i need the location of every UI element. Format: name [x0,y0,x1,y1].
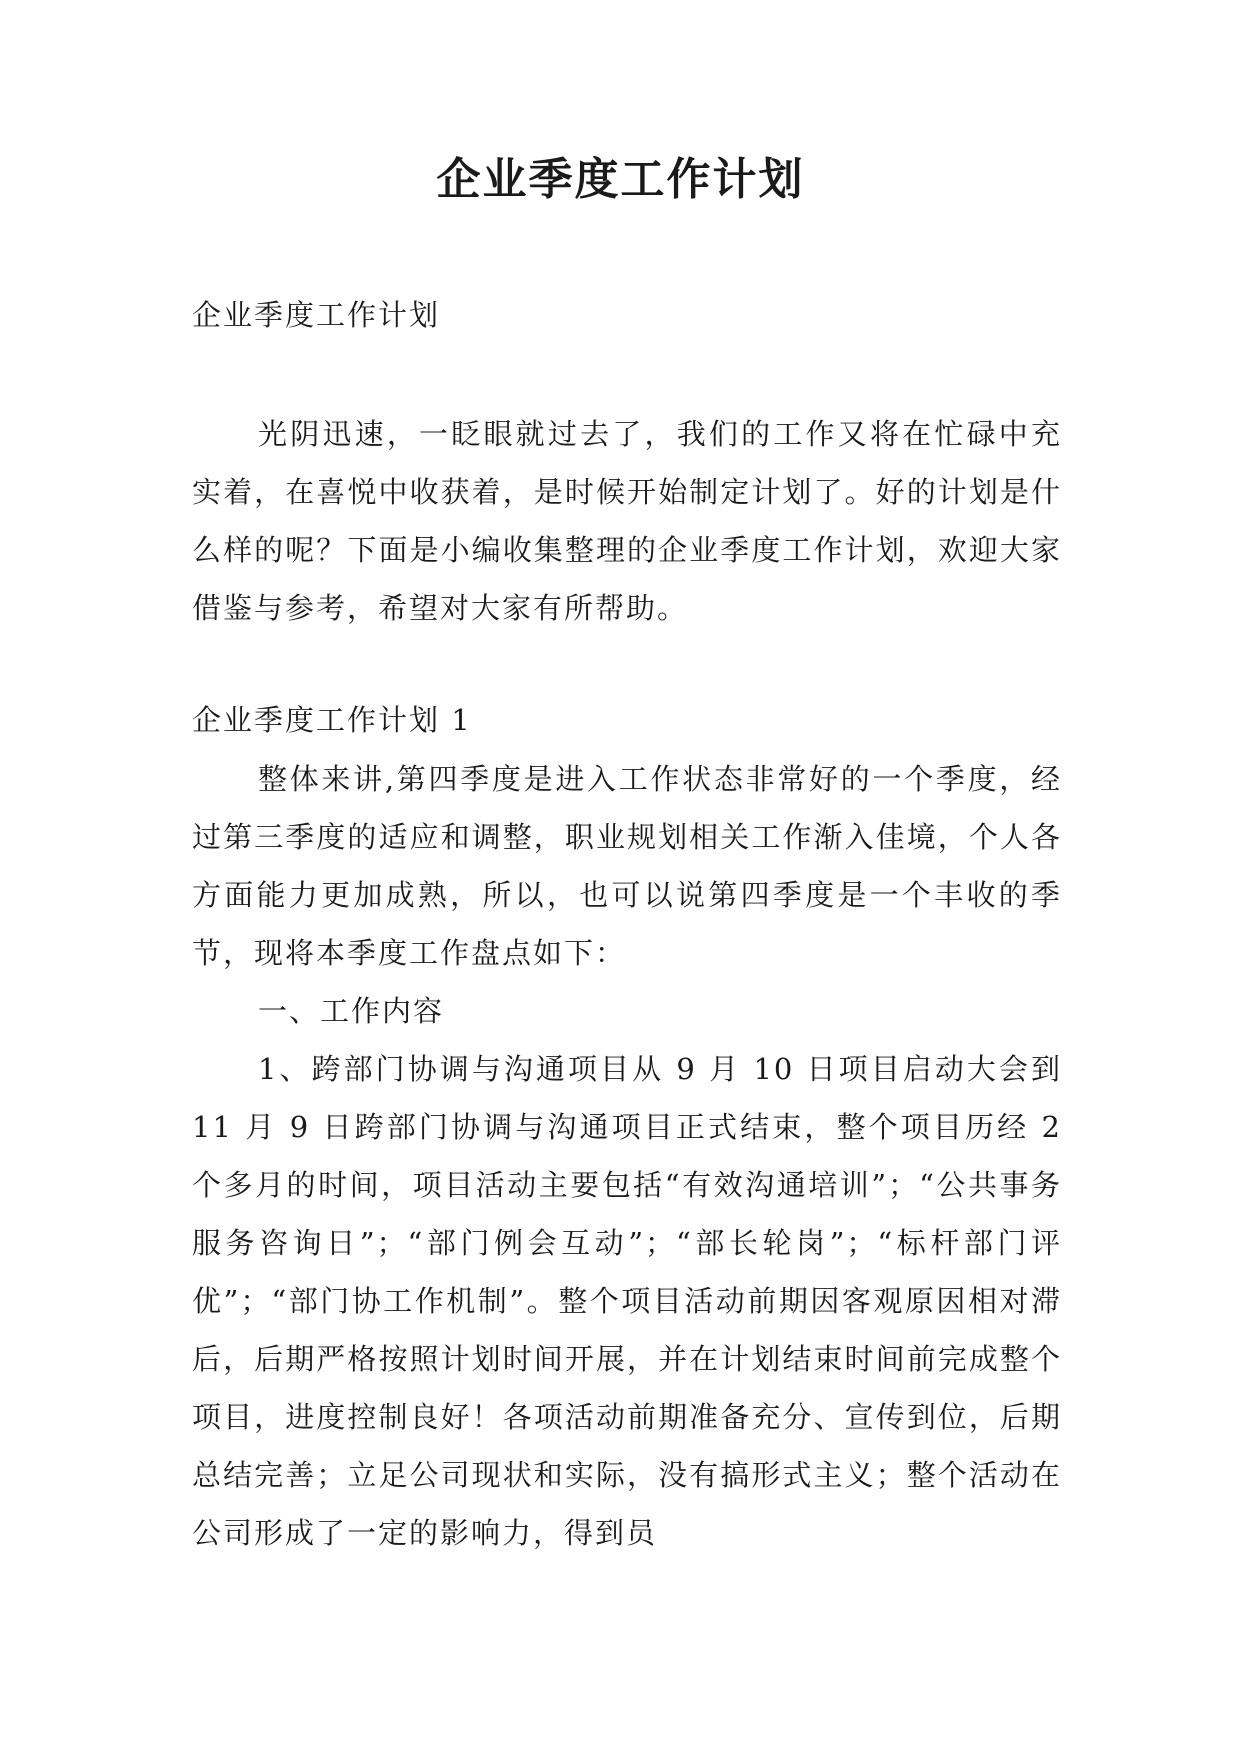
paragraph-project-detail: 1、跨部门协调与沟通项目从 9 月 10 日项目启动大会到 11 月 9 日跨部门协调与沟通项目正式结束，整个项目历经 2 个多月的时间，项目活动主要包括“有效沟通培训”；“公共事务服务咨询日”；“部门例会互动”；“部长轮岗”；“标杆部门评优”；“部门协工作机制”。整个项目活动前期因客观原因相对滞后，后期严格按照计划时间开展，并在计划结束时间前完成整个项目，进度控制良好！各项活动前期准备充分、宣传到位，后期总结完善；立足公司现状和实际，没有搞形式主义；整个活动在公司形成了一定的影响力，得到员 [192,1052,1062,1550]
plan-body [192,750,1062,1562]
intro-paragraph: 光阴迅速，一眨眼就过去了，我们的工作又将在忙碌中充实着，在喜悦中收获着，是时候开始制定计划了。好的计划是什么样的呢？下面是小编收集整理的企业季度工作计划，欢迎大家借鉴与参考，希望对大家有所帮助。 [192,417,1062,625]
paragraph-work-content-heading: 一、工作内容 [258,994,445,1028]
document-subtitle: 企业季度工作计划 [192,298,441,332]
paragraph-overview: 整体来讲,第四季度是进入工作状态非常好的一个季度，经过第三季度的适应和调整，职业规划相关工作渐入佳境，个人各方面能力更加成熟，所以，也可以说第四季度是一个丰收的季节，现将本季度工作盘点如下： [192,762,1062,970]
document-title: 企业季度工作计划 [436,154,805,205]
section-heading: 企业季度工作计划 1 [192,703,472,737]
